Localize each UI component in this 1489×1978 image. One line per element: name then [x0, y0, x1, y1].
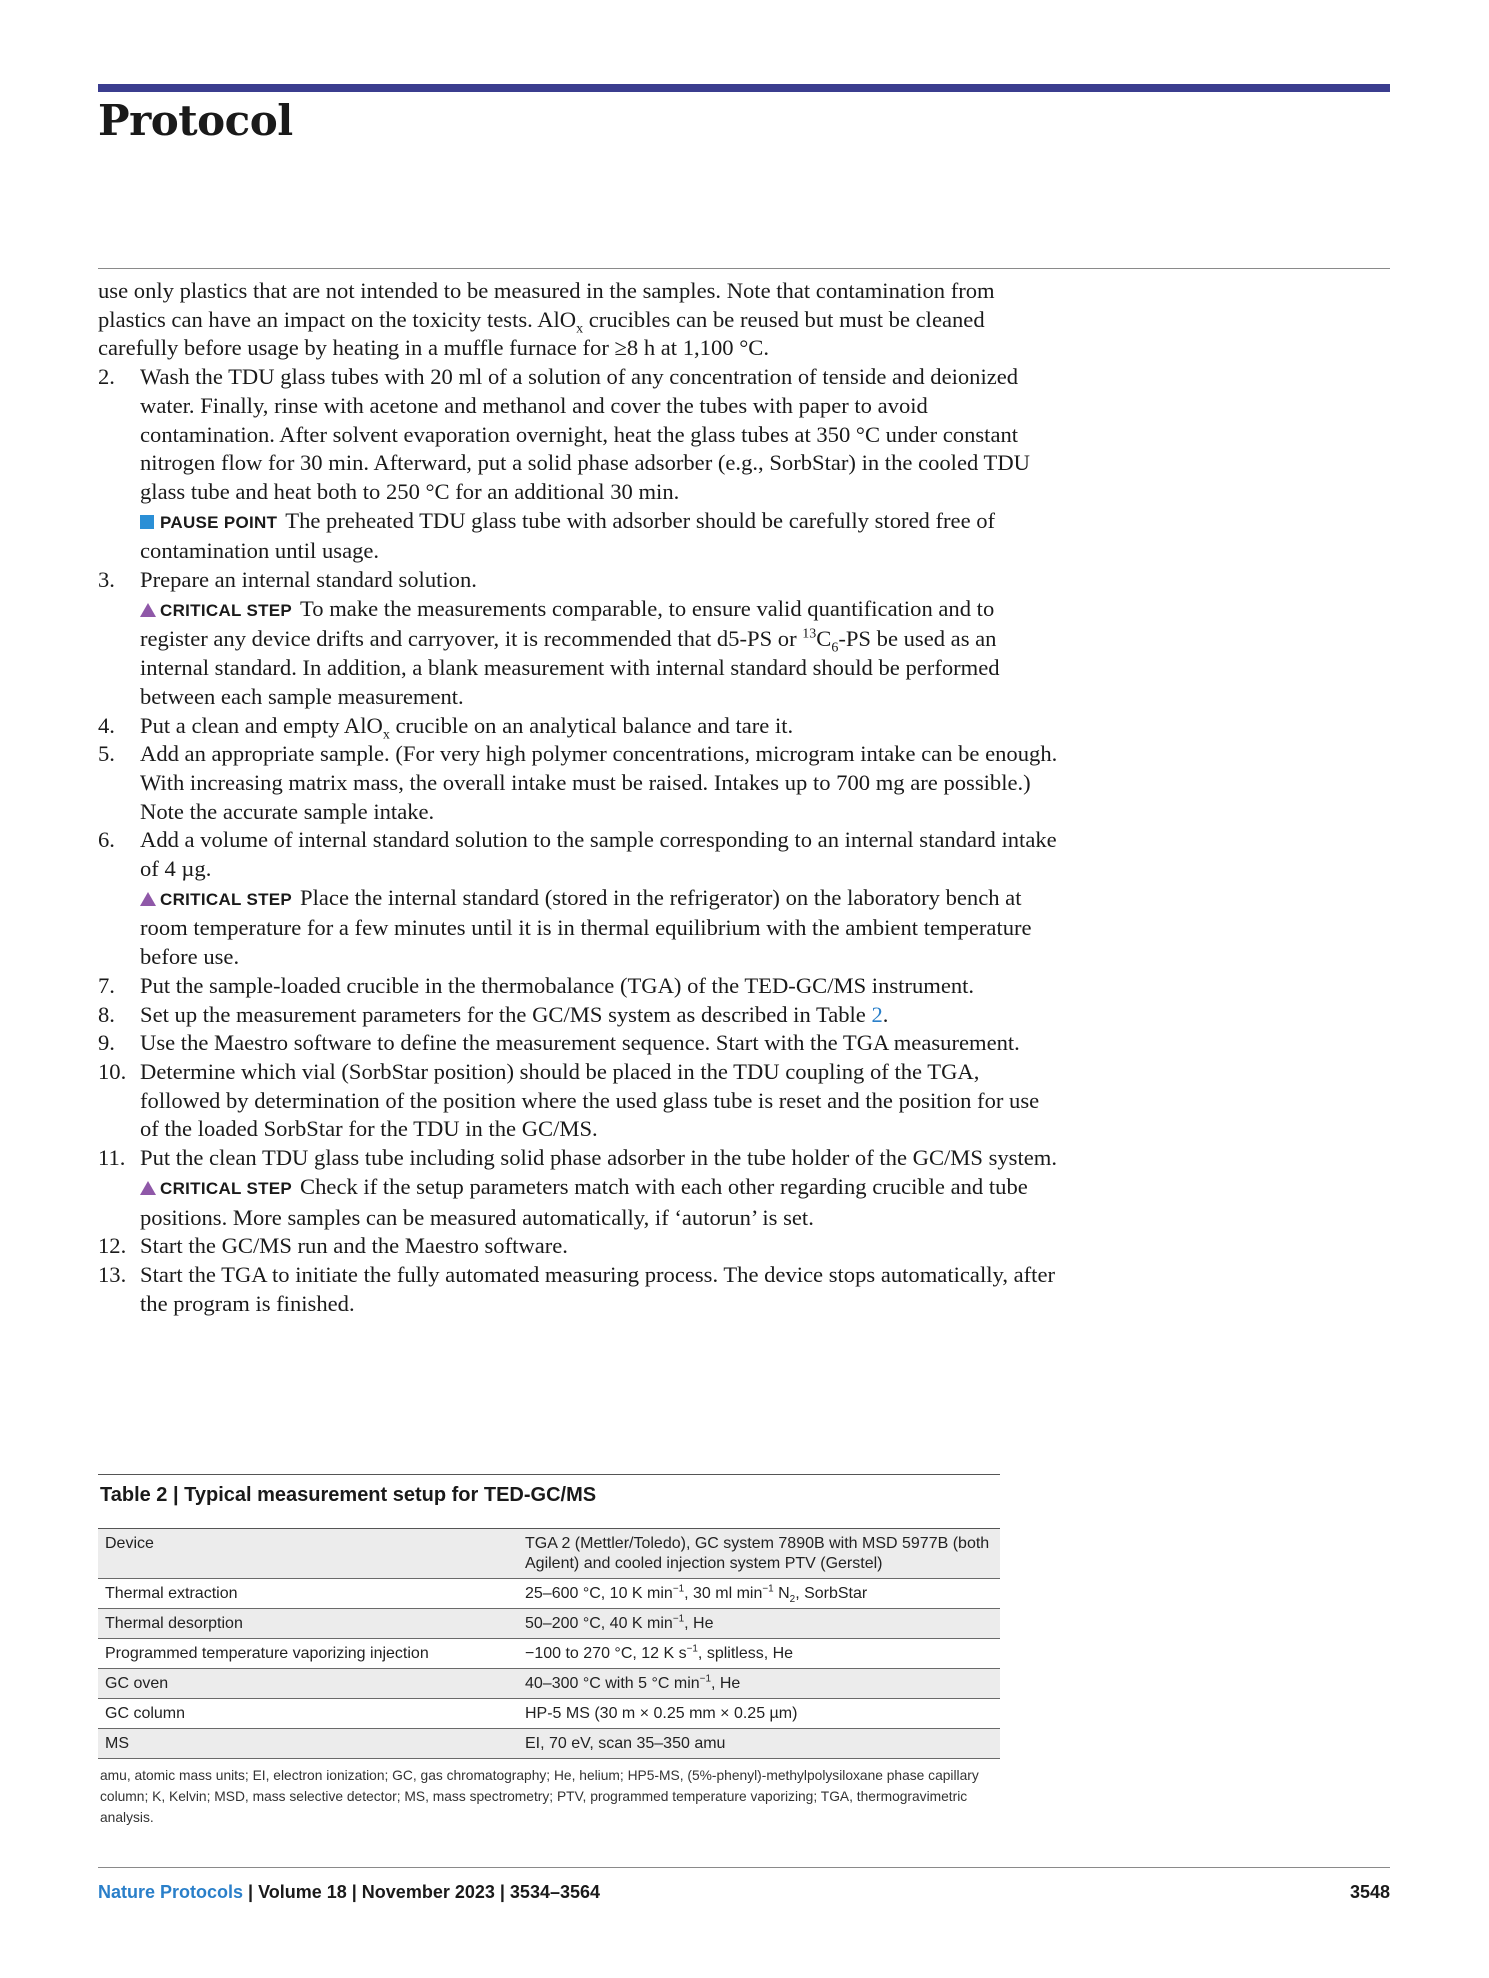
protocol-body	[98, 277, 1058, 1318]
table-footnote: amu, atomic mass units; EI, electron ionization; GC, gas chromatography; He, helium; HP5-MS, (5%-phenyl)-methylpolysiloxane phase capillary column; K, Kelvin; MSD, mass selective detector; MS, mass spectrometry; PTV, programmed temperature vaporizing; TGA, thermogravimetric analysis.	[100, 1768, 979, 1825]
issue-info: | Volume 18 | November 2023 | 3534–3564	[243, 1882, 601, 1902]
critical-step-label: CRITICAL STEP	[160, 600, 293, 620]
step-12	[98, 1232, 1058, 1261]
pause-point-icon	[140, 515, 154, 529]
footer-divider	[98, 1867, 1390, 1868]
table-2	[98, 1474, 1000, 1828]
step-text: Determine which vial (SorbStar position) should be placed in the TDU coupling of the TGA, followed by determination of the position where the used glass tube is reset and the position for use of the loaded SorbStar for the TDU in the GC/MS.	[140, 1058, 1040, 1142]
step-number: 12.	[98, 1233, 127, 1259]
step-text: Wash the TDU glass tubes with 20 ml of a solution of any concentration of tenside and deionized water. Finally, rinse with acetone and methanol and cover the tubes with paper to avoid contamination. After solvent evaporation overnight, heat the glass tubes at 350 °C under constant nitrogen flow for 30 min. Afterward, put a solid phase adsorber (e.g., SorbStar) in the cooled TDU glass tube and heat both to 250 °C for an additional 30 min.	[140, 364, 1030, 504]
step-number: 7.	[98, 972, 115, 998]
critical-step-text: Check if the setup parameters match with each other regarding crucible and tube positions. More samples can be measured automatically, if ‘autorun’ is set.	[140, 1173, 1028, 1230]
step-5	[98, 740, 1058, 826]
step-text: Put the sample-loaded crucible in the thermobalance (TGA) of the TED-GC/MS instrument.	[140, 972, 975, 998]
step-text: Start the TGA to initiate the fully automated measuring process. The device stops automatically, after the program is finished.	[140, 1261, 1056, 1316]
step-number: 11.	[98, 1145, 126, 1171]
critical-step-text: C	[816, 626, 832, 652]
step-13	[98, 1261, 1058, 1318]
table-caption: Table 2 | Typical measurement setup for TED-GC/MS	[100, 1484, 597, 1506]
critical-step-icon	[140, 603, 156, 617]
table-row	[98, 1529, 1000, 1579]
critical-step-text: Place the internal standard (stored in the refrigerator) on the laboratory bench at room temperature for a few minutes until it is in thermal equilibrium with the ambient temperature before use.	[140, 884, 1032, 970]
step-3	[98, 566, 1058, 712]
step-number: 3.	[98, 567, 115, 593]
step-number: 9.	[98, 1030, 115, 1056]
row-label: GC column	[98, 1699, 518, 1729]
step-number: 2.	[98, 364, 115, 390]
page-title: Protocol	[98, 96, 293, 145]
critical-step-label: CRITICAL STEP	[160, 889, 293, 909]
row-label: Thermal desorption	[98, 1609, 518, 1639]
pause-point-text: The preheated TDU glass tube with adsorber should be carefully stored free of contamination until usage.	[140, 507, 996, 564]
header-accent-bar	[98, 84, 1390, 92]
step-number: 6.	[98, 827, 115, 853]
step-number: 5.	[98, 741, 115, 767]
step-7	[98, 972, 1058, 1001]
step-text: Add an appropriate sample. (For very high polymer concentrations, microgram intake can be enough. With increasing matrix mass, the overall intake must be raised. Intakes up to 700 mg are possible.) Note the accurate sample intake.	[140, 741, 1058, 824]
table-row	[98, 1699, 1000, 1729]
step-text: Prepare an internal standard solution.	[140, 567, 477, 593]
step-text: Put the clean TDU glass tube including solid phase adsorber in the tube holder of the GC/MS system.	[140, 1145, 1057, 1171]
measurement-setup-table	[98, 1529, 1000, 1759]
pause-point-label: PAUSE POINT	[160, 512, 278, 532]
critical-step-text: -PS be used as an internal standard. In addition, a blank measurement with internal standard should be performed between each sample measurement.	[140, 626, 1000, 709]
critical-step-label: CRITICAL STEP	[160, 1178, 293, 1198]
step-number: 10.	[98, 1058, 127, 1084]
step-10	[98, 1058, 1058, 1144]
isotope-superscript: 13	[802, 626, 817, 642]
table-2-link[interactable]: 2	[871, 1001, 883, 1027]
page-footer	[98, 1882, 1390, 1903]
table-row	[98, 1579, 1000, 1609]
step-4	[98, 712, 1058, 741]
step-11	[98, 1144, 1058, 1232]
critical-step-text: To make the measurements comparable, to ensure valid quantification and to register any device drifts and carryover, it is recommended that d5-PS or	[140, 595, 995, 652]
row-value: TGA 2 (Mettler/Toledo), GC system 7890B with MSD 5977B (both Agilent) and cooled injection system PTV (Gerstel)	[518, 1529, 1000, 1579]
critical-step-icon	[140, 892, 156, 906]
table-row	[98, 1729, 1000, 1759]
step-text: crucible on an analytical balance and tare it.	[389, 712, 794, 738]
row-value: 25–600 °C, 10 K $\min^{-1}$, 30 ml $\min^{-1} N_2$, SorbStar	[518, 1579, 1000, 1609]
step-6	[98, 826, 1058, 972]
continuation-paragraph: use only plastics that are not intended to be measured in the samples. Note that contamination from plastics can have an impact on the toxicity tests. AlO$_x$ crucibles can be reused but must be cleaned carefully before usage by heating in a muffle furnace for ≥8 h at 1,100 °C.	[98, 278, 995, 361]
step-text: .	[882, 1001, 889, 1027]
row-value: 40–300 °C with 5 °C $\min^{-1}$, He	[518, 1669, 1000, 1699]
step-9	[98, 1029, 1058, 1058]
table-row	[98, 1639, 1000, 1669]
critical-step-icon	[140, 1181, 156, 1195]
row-value: −100 to 270 °C, 12 K $s^{-1}$, splitless, He	[518, 1639, 1000, 1669]
step-number: 4.	[98, 712, 115, 738]
step-text: Set up the measurement parameters for the GC/MS system as described in Table	[140, 1001, 872, 1027]
row-value: HP-5 MS (30 m × 0.25 mm × 0.25 µm)	[518, 1699, 1000, 1729]
isotope-subscript: 6	[831, 640, 839, 656]
row-label: Device	[98, 1529, 518, 1579]
step-text: Use the Maestro software to define the measurement sequence. Start with the TGA measurement.	[140, 1030, 1020, 1056]
row-label: GC oven	[98, 1669, 518, 1699]
row-label: Programmed temperature vaporizing injection	[98, 1639, 518, 1669]
page-number: 3548	[1349, 1882, 1390, 1902]
table-row	[98, 1669, 1000, 1699]
step-2	[98, 363, 1058, 566]
step-8	[98, 1001, 1058, 1030]
step-number: 8.	[98, 1001, 115, 1027]
row-value: 50–200 °C, 40 K $\min^{-1}$, He	[518, 1609, 1000, 1639]
row-label: MS	[98, 1729, 518, 1759]
header-divider	[98, 268, 1390, 269]
row-label: Thermal extraction	[98, 1579, 518, 1609]
step-text: Start the GC/MS run and the Maestro software.	[140, 1233, 568, 1259]
journal-name[interactable]: Nature Protocols	[98, 1882, 244, 1902]
step-text: Add a volume of internal standard solution to the sample corresponding to an internal standard intake of 4 µg.	[140, 827, 1057, 882]
step-number: 13.	[98, 1261, 127, 1287]
row-value: EI, 70 eV, scan 35–350 amu	[518, 1729, 1000, 1759]
table-row	[98, 1609, 1000, 1639]
subscript: x	[382, 727, 390, 743]
step-text: Put a clean and empty AlO	[140, 712, 383, 738]
